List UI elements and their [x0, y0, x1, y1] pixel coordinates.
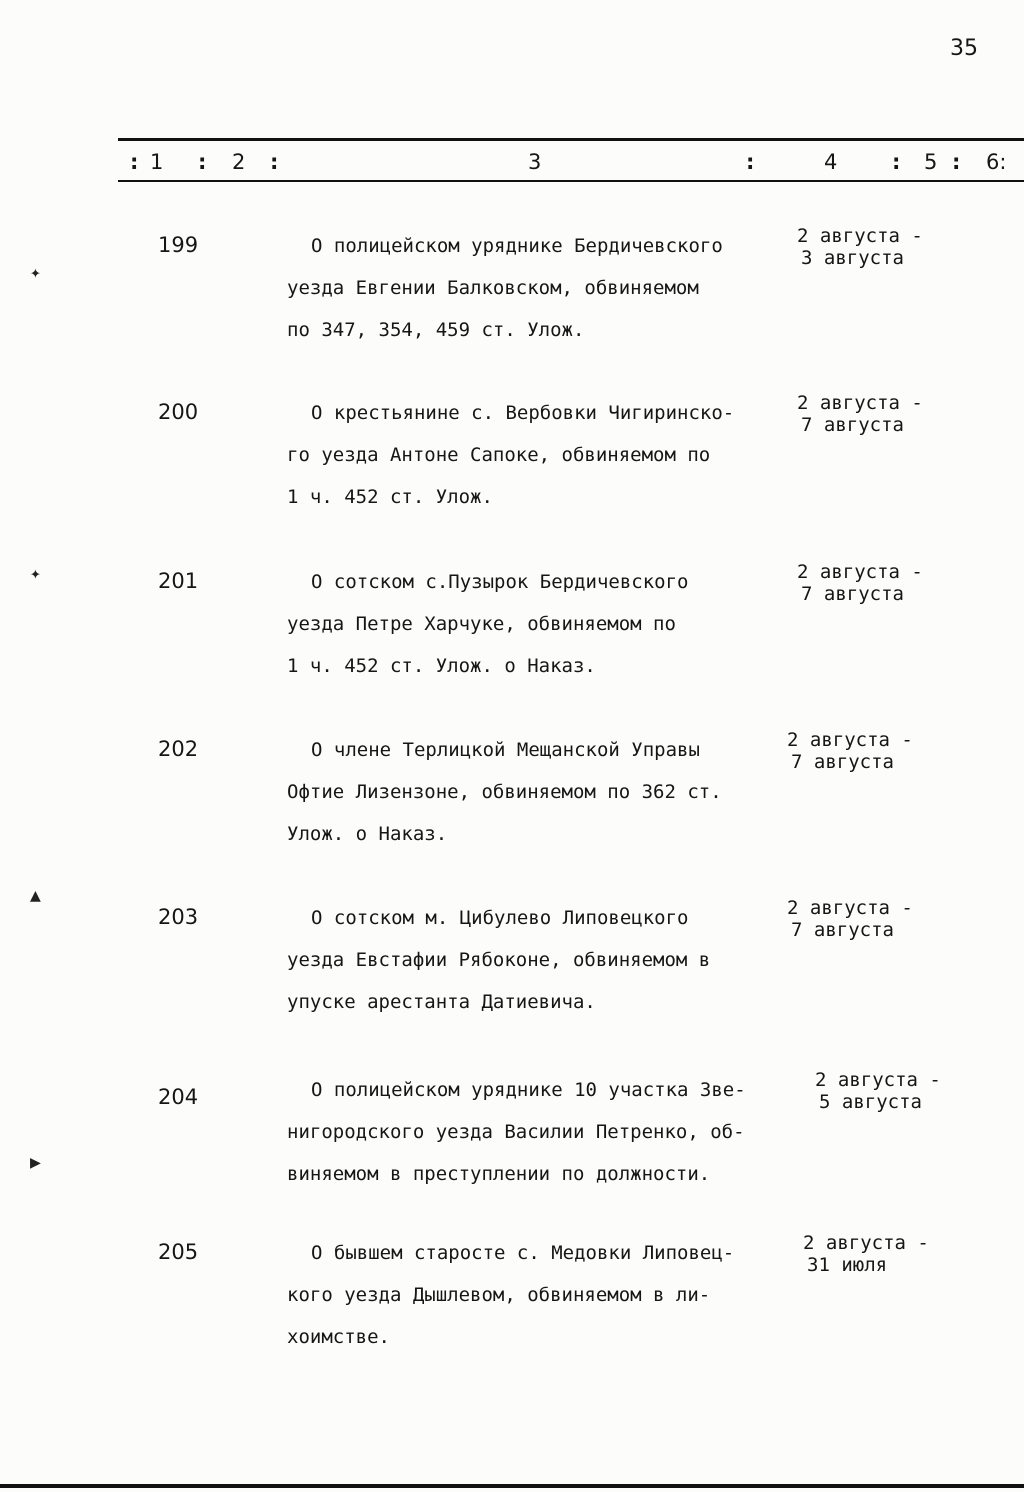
date-start: 2 августа - [797, 225, 923, 247]
case-dates [803, 1232, 1003, 1276]
case-description [287, 897, 787, 1023]
case-description [287, 392, 787, 518]
date-start: 2 августа - [803, 1232, 929, 1254]
description-line: нигородского уезда Василии Петренко, об- [287, 1121, 745, 1143]
header-col-5: 5 [924, 150, 938, 174]
header-separator: : [130, 150, 139, 174]
margin-mark-icon: ▶ [30, 1152, 41, 1173]
table-row [0, 729, 1024, 887]
case-dates [815, 1069, 1015, 1113]
description-line: уезда Евгении Балковском, обвиняемом [287, 277, 699, 299]
table-header [0, 150, 1024, 176]
case-dates [797, 225, 997, 269]
date-end: 3 августа [801, 247, 904, 269]
case-description [287, 225, 787, 351]
date-start: 2 августа - [797, 392, 923, 414]
header-separator: : [952, 150, 961, 174]
case-number: 200 [158, 400, 199, 424]
case-dates [787, 729, 987, 773]
date-start: 2 августа - [787, 897, 913, 919]
date-end: 31 июля [807, 1254, 888, 1276]
case-number: 201 [158, 569, 199, 593]
header-col-6: 6: [986, 150, 1007, 174]
date-start: 2 августа - [787, 729, 913, 751]
description-line: упуске арестанта Датиевича. [287, 991, 596, 1013]
header-col-1: 1 [150, 150, 164, 174]
date-end: 7 августа [791, 919, 894, 941]
description-line: кого уезда Дышлевом, обвиняемом в ли- [287, 1284, 711, 1306]
case-number: 199 [158, 233, 199, 257]
case-number: 202 [158, 737, 199, 761]
description-line: го уезда Антоне Сапоке, обвиняемом по [287, 444, 711, 466]
table-row [0, 1232, 1024, 1390]
description-line: О члене Терлицкой Мещанской Управы [311, 739, 700, 761]
date-start: 2 августа - [797, 561, 923, 583]
date-start: 2 августа - [815, 1069, 941, 1091]
case-dates [797, 561, 997, 605]
header-rule [118, 180, 1024, 182]
description-line: 1 ч. 452 ст. Улож. [287, 486, 493, 508]
description-line: О сотском с.Пузырок Бердичевского [311, 571, 689, 593]
date-end: 5 августа [819, 1091, 922, 1113]
margin-mark-icon: ▲ [30, 885, 41, 906]
header-col-2: 2 [232, 150, 246, 174]
case-number: 203 [158, 905, 199, 929]
description-line: хоимстве. [287, 1326, 390, 1348]
description-line: Улож. о Наказ. [287, 823, 448, 845]
table-row [0, 225, 1024, 383]
description-line: Офтие Лизензоне, обвиняемом по 362 ст. [287, 781, 722, 803]
table-row [0, 897, 1024, 1055]
description-line: 1 ч. 452 ст. Улож. о Наказ. [287, 655, 596, 677]
date-end: 7 августа [801, 583, 904, 605]
description-line: уезда Петре Харчуке, обвиняемом по [287, 613, 676, 635]
header-separator: : [198, 150, 207, 174]
date-end: 7 августа [791, 751, 894, 773]
table-row [0, 392, 1024, 550]
page-number: 35 [950, 36, 978, 61]
description-line: по 347, 354, 459 ст. Улож. [287, 319, 585, 341]
description-line: О полицейском уряднике 10 участка Зве- [311, 1079, 746, 1101]
header-separator: : [746, 150, 755, 174]
description-line: О бывшем старосте с. Медовки Липовец- [311, 1242, 735, 1264]
table-row [0, 1069, 1024, 1235]
margin-mark-icon: ✦ [30, 262, 41, 283]
table-row [0, 561, 1024, 719]
case-number: 204 [158, 1085, 199, 1109]
description-line: О крестьянине с. Вербовки Чигиринско- [311, 402, 735, 424]
header-col-4: 4 [824, 150, 838, 174]
case-description [287, 729, 787, 855]
description-line: О сотском м. Цибулево Липовецкого [311, 907, 689, 929]
margin-mark-icon: ✦ [30, 563, 41, 584]
description-line: виняемом в преступлении по должности. [287, 1163, 711, 1185]
bottom-rule [0, 1484, 1024, 1488]
case-description [287, 1069, 787, 1195]
description-line: О полицейском уряднике Бердичевского [311, 235, 723, 257]
date-end: 7 августа [801, 414, 904, 436]
case-dates [797, 392, 997, 436]
header-separator: : [892, 150, 901, 174]
case-number: 205 [158, 1240, 199, 1264]
case-dates [787, 897, 987, 941]
case-description [287, 1232, 787, 1358]
header-col-3: 3 [528, 150, 542, 174]
header-separator: : [270, 150, 279, 174]
description-line: уезда Евстафии Рябоконе, обвиняемом в [287, 949, 711, 971]
case-description [287, 561, 787, 687]
top-rule [118, 138, 1024, 141]
